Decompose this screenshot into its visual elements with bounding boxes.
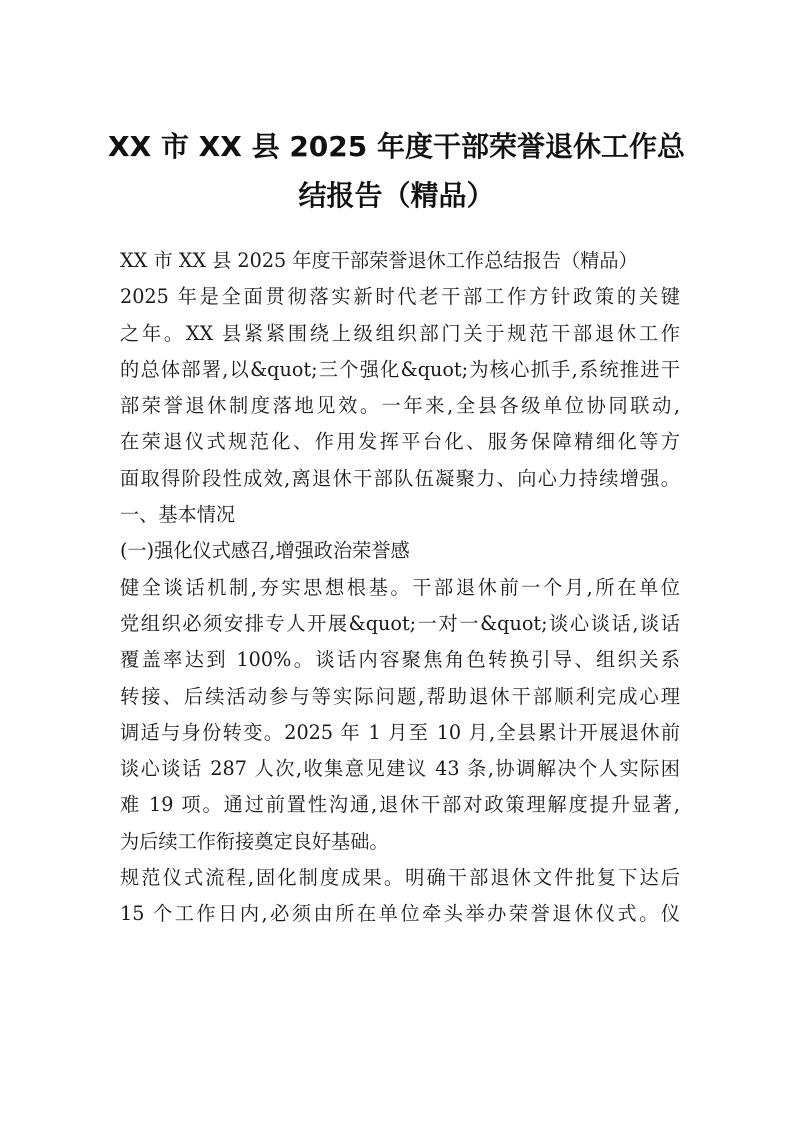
body-line: 健全谈话机制,夯实思想根基。干部退休前一个月,所在单位 bbox=[120, 575, 680, 599]
body-line: 为后续工作衔接奠定良好基础。 bbox=[120, 829, 389, 853]
document-title bbox=[60, 122, 733, 220]
body-line: 覆盖率达到 100%。谈话内容聚焦角色转换引导、组织关系 bbox=[120, 648, 680, 672]
body-line: 党组织必须安排专人开展&quot;一对一&quot;谈心谈话,谈话 bbox=[120, 611, 680, 635]
section-heading: 一、基本情况 bbox=[120, 503, 236, 527]
body-line: 谈心谈话 287 人次,收集意见建议 43 条,协调解决个人实际困 bbox=[120, 757, 680, 781]
body-line: 难 19 项。通过前置性沟通,退休干部对政策理解度提升显著, bbox=[120, 793, 680, 817]
body-line: 调适与身份转变。2025 年 1 月至 10 月,全县累计开展退休前 bbox=[120, 720, 680, 744]
title-line-2: 结报告（精品） bbox=[298, 179, 495, 212]
document-body bbox=[120, 243, 680, 933]
title-line-1: XX 市 XX 县 2025 年度干部荣誉退休工作总 bbox=[107, 130, 686, 163]
body-line: 之年。XX 县紧紧围绕上级组织部门关于规范干部退休工作 bbox=[120, 321, 680, 345]
body-line: 在荣退仪式规范化、作用发挥平台化、服务保障精细化等方 bbox=[120, 430, 680, 454]
body-line: 15 个工作日内,必须由所在单位牵头举办荣誉退休仪式。仪 bbox=[120, 902, 680, 926]
body-line: 规范仪式流程,固化制度成果。明确干部退休文件批复下达后 bbox=[120, 866, 680, 890]
body-line: 部荣誉退休制度落地见效。一年来,全县各级单位协同联动, bbox=[120, 394, 680, 418]
subsection-heading: (一)强化仪式感召,增强政治荣誉感 bbox=[120, 539, 410, 563]
body-line: 2025 年是全面贯彻落实新时代老干部工作方针政策的关键 bbox=[120, 285, 680, 309]
body-line: 面取得阶段性成效,离退休干部队伍凝聚力、向心力持续增强。 bbox=[120, 466, 680, 490]
body-line: 的总体部署,以&quot;三个强化&quot;为核心抓手,系统推进干 bbox=[120, 357, 680, 381]
body-line: XX 市 XX 县 2025 年度干部荣誉退休工作总结报告（精品） bbox=[120, 249, 638, 272]
body-line: 转接、后续活动参与等实际问题,帮助退休干部顺利完成心理 bbox=[120, 684, 680, 708]
